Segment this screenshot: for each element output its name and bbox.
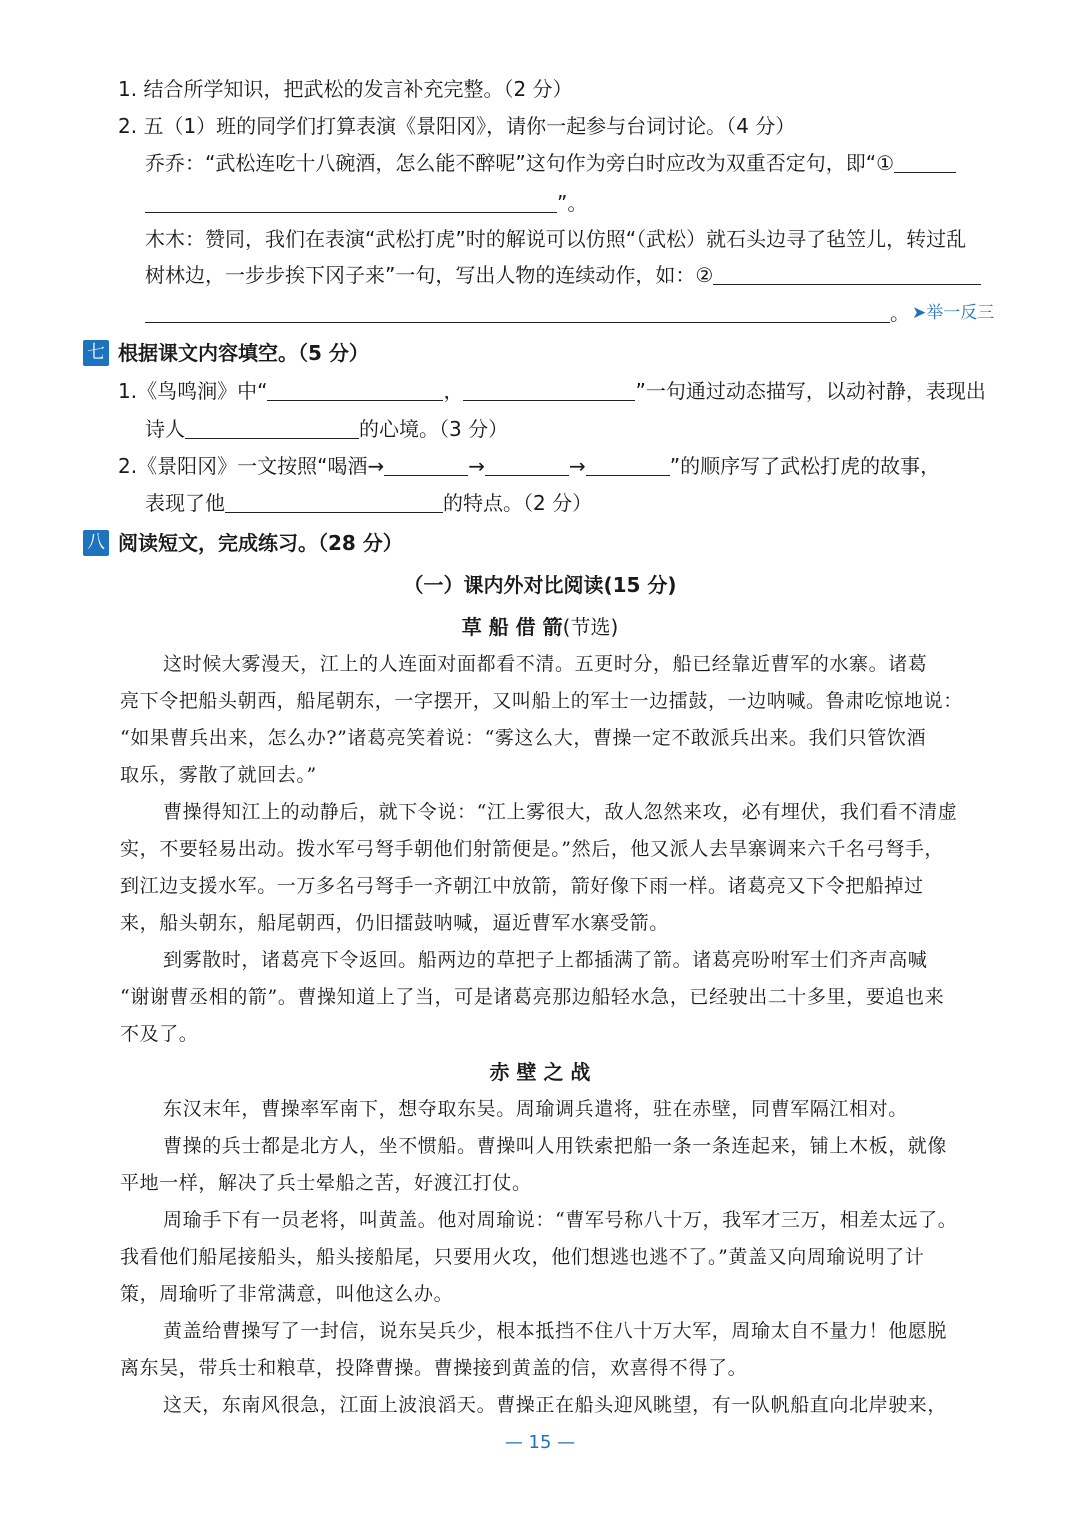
answer-blank-1b[interactable] [145,192,557,213]
passage-1-line: 来，船头朝东，船尾朝西，仍旧擂鼓呐喊，逼近曹军水寨受箭。 [120,912,669,934]
passage-1-line: 到江边支援水军。一万多名弓弩手一齐朝江中放箭，箭好像下雨一样。诸葛亮又下令把船掉过 [120,875,924,897]
answer-blank-1a[interactable] [894,152,956,173]
s7-arrow-1: → [468,454,485,478]
qiao-end: ”。 [557,191,588,215]
s7-blank-2[interactable] [463,380,635,401]
s7-poet-label: 诗人 [145,417,185,441]
s7-blank-4[interactable] [384,455,468,476]
s7-q1-line1 [118,378,986,404]
mu-end: 。 [890,301,910,325]
s7-q1-end: 的心境。（3 分） [359,417,509,441]
passage-2-line: 周瑜手下有一员老将，叫黄盖。他对周瑜说：“曹军号称八十万，我军才三万，相差太远了。 [163,1209,958,1231]
passage-1-line: 实，不要轻易出动。拨水军弓弩手朝他们射箭便是。”然后，他又派人去旱寨调来六千名弓弩手， [120,838,945,860]
s7-blank-3[interactable] [185,418,359,439]
qiao-line [145,150,956,176]
s7-q2-line1 [118,453,940,479]
passage-1-line: 这时候大雾漫天，江上的人连面对面都看不清。五更时分，船已经靠近曹军的水寨。诸葛 [163,653,928,675]
passage-2-line: 曹操的兵士都是北方人，坐不惯船。曹操叫人用铁索把船一条一条连起来，铺上木板，就像 [163,1135,948,1157]
subsection-title: （一）课内外对比阅读(15 分) [403,573,677,597]
passage-2-line: 离东吴，带兵士和粮草，投降曹操。曹操接到黄盖的信，欢喜得不得了。 [120,1357,748,1379]
passage-1-line: “如果曹兵出来，怎么办?”诸葛亮笑着说：“雾这么大，曹操一定不敢派兵出来。我们只管饮酒 [120,727,927,749]
question-1: 1. 结合所学知识，把武松的发言补充完整。（2 分） [118,77,573,101]
s7-blank-1[interactable] [267,380,443,401]
mu-line-2 [145,262,981,288]
s7-blank-7[interactable] [225,492,443,513]
passage-1-line: 亮下令把船头朝西，船尾朝东，一字摆开，又叫船上的军士一边擂鼓，一边呐喊。鲁肃吃惊地说： [120,690,963,712]
text-1-heading [0,614,1080,640]
text-1-note: (节选) [562,615,619,639]
s7-blank-5[interactable] [485,455,569,476]
answer-blank-2b[interactable] [145,302,890,323]
s7-q1-line2 [145,416,508,442]
section-8-title: 阅读短文，完成练习。（28 分） [118,531,403,555]
mu-line-3 [145,300,910,326]
mu-line-1: 木木：赞同，我们在表演“武松打虎”时的解说可以仿照“（武松）就石头边寻了毡笠儿，转过乱 [145,227,967,251]
s7-arrow-2: → [568,454,586,478]
tag-label: ➤举一反三 [912,303,995,323]
section-7-title: 根据课文内容填空。（5 分） [118,341,369,365]
page-number: — 15 — [504,1432,576,1453]
s7-q1-suffix: ”一句通过动态描写，以动衬静，表现出 [635,379,986,403]
text-2-title: 赤 壁 之 战 [489,1060,591,1084]
passage-2-line: 策，周瑜听了非常满意，叫他这么办。 [120,1283,454,1305]
passage-2-line: 这天，东南风很急，江面上波浪滔天。曹操正在船头迎风眺望，有一队帆船直向北岸驶来， [163,1394,948,1416]
s7-q2-end: 的特点。（2 分） [443,491,593,515]
section-7-badge: 七 [83,340,109,366]
passage-1-line: 不及了。 [120,1023,199,1045]
text-1-title: 草 船 借 箭 [461,615,563,639]
s7-q2-suffix: ”的顺序写了武松打虎的故事， [669,454,941,478]
mu-text: 树林边，一步步挨下冈子来”一句，写出人物的连续动作，如：② [145,263,714,287]
s7-q1-prefix: 1.《鸟鸣涧》中“ [118,379,268,403]
s7-q2-line2 [145,490,592,516]
passage-1-line: 曹操得知江上的动静后，就下令说：“江上雾很大，敌人忽然来攻，必有埋伏，我们看不清虚 [163,801,958,823]
question-2: 2. 五（1）班的同学们打算表演《景阳冈》，请你一起参与台词讨论。（4 分） [118,114,796,138]
qiao-text: 乔乔：“武松连吃十八碗酒，怎么能不醉呢”这句作为旁白时应改为双重否定句，即“① [145,151,895,175]
passage-1-line: “谢谢曹丞相的箭”。曹操知道上了当，可是诸葛亮那边船轻水急，已经驶出二十多里，要追也来 [120,986,945,1008]
passage-1-line: 取乐，雾散了就回去。” [120,764,317,786]
passage-2-line: 我看他们船尾接船头，船头接船尾，只要用火攻，他们想逃也逃不了。”黄盖又向周瑜说明了计 [120,1246,925,1268]
passage-2-line: 东汉末年，曹操率军南下，想夺取东吴。周瑜调兵遣将，驻在赤壁，同曹军隔江相对。 [163,1098,908,1120]
passage-1-line: 到雾散时，诸葛亮下令返回。船两边的草把子上都插满了箭。诸葛亮吩咐军士们齐声高喊 [163,949,928,971]
passage-2-line: 平地一样，解决了兵士晕船之苦，好渡江打仗。 [120,1172,532,1194]
answer-blank-2a[interactable] [713,264,981,285]
passage-2-line: 黄盖给曹操写了一封信，说东吴兵少，根本抵挡不住八十万大军，周瑜太自不量力！他愿脱 [163,1320,948,1342]
s7-blank-6[interactable] [586,455,670,476]
s7-q2-prefix: 2.《景阳冈》一文按照“喝酒→ [118,454,385,478]
section-8-badge: 八 [83,530,109,556]
s7-comma: ， [443,379,464,403]
s7-q2-label: 表现了他 [145,491,225,515]
qiao-line-2 [145,190,587,216]
